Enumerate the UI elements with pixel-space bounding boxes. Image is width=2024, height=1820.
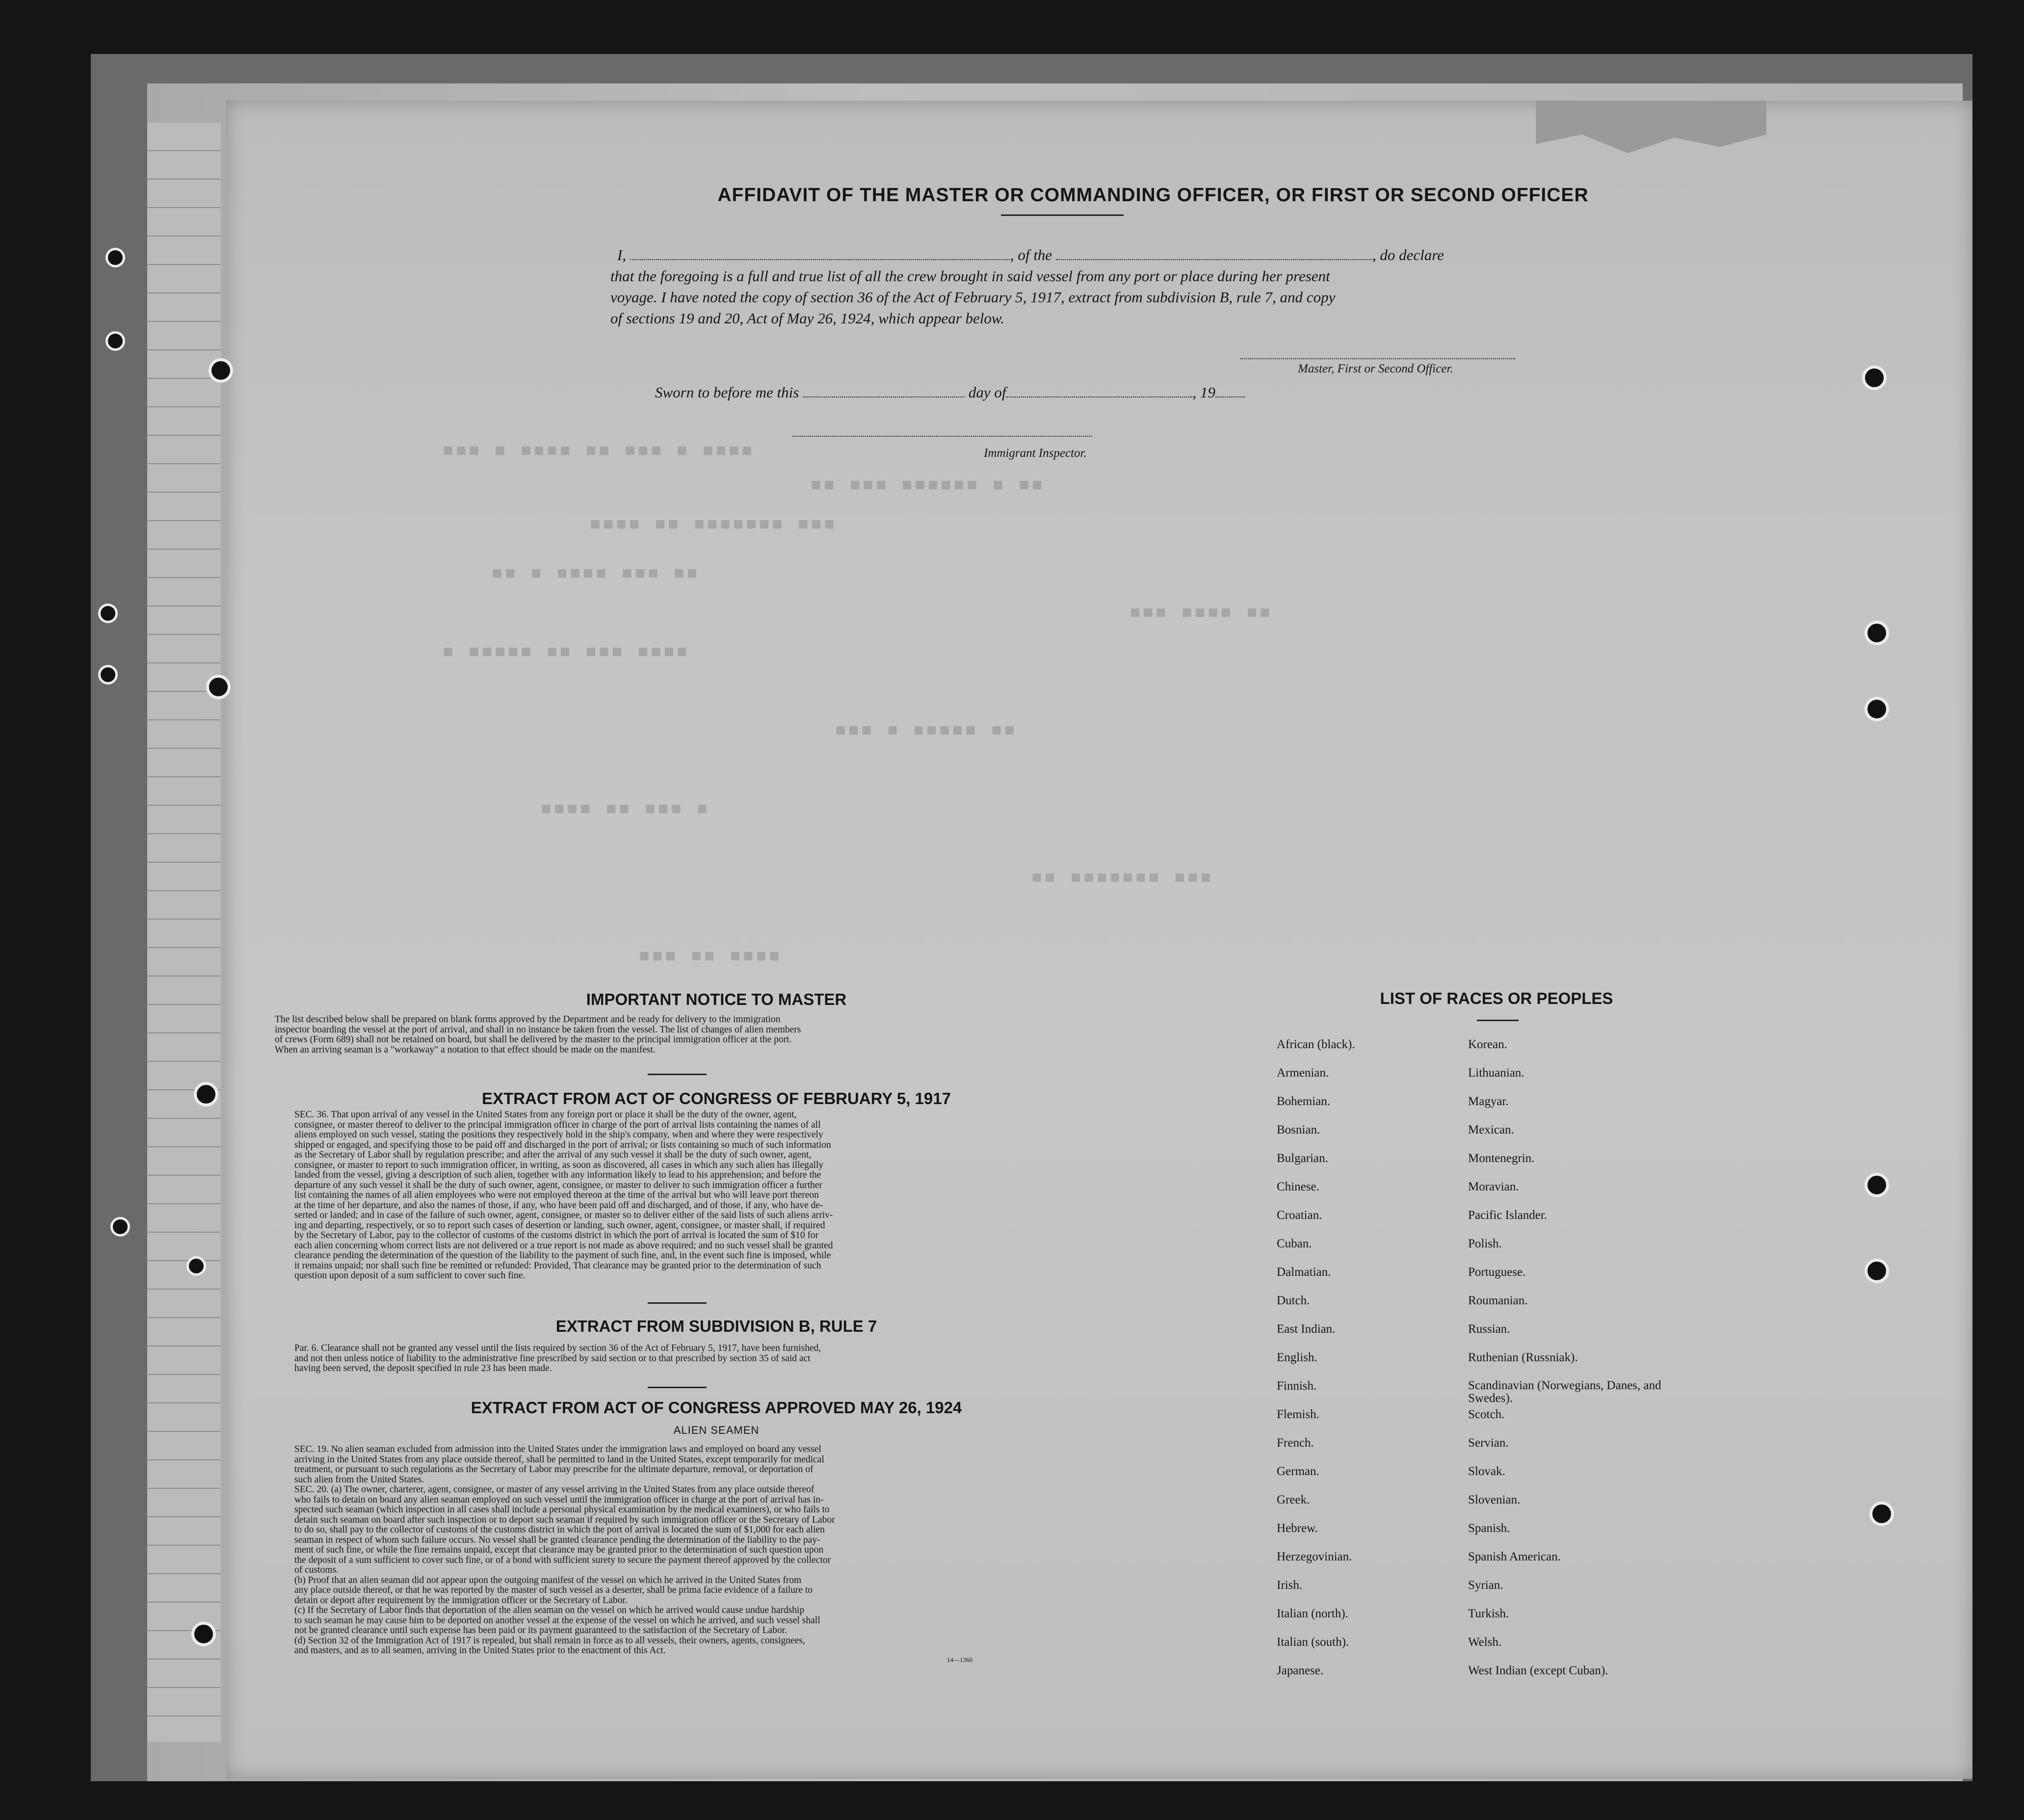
extract-1917-text-line: departure of any such vessel it shall be the duty of such owner, agent, consignee, or master to deliver to such immigration officer a further xyxy=(294,1180,822,1190)
extract-1924-text-line: (d) Section 32 of the Immigration Act of 1917 is repealed, but shall remain in force as to all vessels, their owners, agents, consignees, xyxy=(294,1635,805,1646)
extract-1917-text-line: consignee, or master to report to such immigration officer, in writing, as soon as discovered, all cases in which any such alien has illegally xyxy=(294,1160,824,1170)
race-item: Cuban. xyxy=(1277,1237,1312,1250)
extract-1924-text-line: SEC. 20. (a) The owner, charterer, agent, consignee, or master of any vessel arriving in the United States from any place outside thereof xyxy=(294,1484,815,1495)
race-item: Spanish. xyxy=(1468,1522,1510,1535)
race-item: German. xyxy=(1277,1465,1319,1478)
binder-hole-icon xyxy=(206,675,231,699)
extract-1924-title: EXTRACT FROM ACT OF CONGRESS APPROVED MAY 26, 1924 xyxy=(471,1398,962,1417)
rule7-title: EXTRACT FROM SUBDIVISION B, RULE 7 xyxy=(555,1317,877,1335)
extract-1924-text-line: seaman in respect of whom such failure occurs. No vessel shall be granted clearance pending the determination of the liability to the pay- xyxy=(294,1534,820,1545)
extract-1924-text-line: and masters, and as to all seamen, arriving in the United States prior to the enactment of this Act. xyxy=(294,1645,666,1656)
race-item: French. xyxy=(1277,1436,1314,1450)
sworn-line: Sworn to before me this day of , 19 xyxy=(655,384,1245,401)
race-item: Mexican. xyxy=(1468,1123,1514,1136)
extract-1917-text-line: each alien concerning whom correct lists are not delivered or a true report is not made as above required; and no such vessel shall be granted xyxy=(294,1240,833,1251)
race-item: Servian. xyxy=(1468,1436,1509,1450)
extract-1917-title: EXTRACT FROM ACT OF CONGRESS OF FEBRUARY 5, 1917 xyxy=(482,1089,951,1108)
extract-1917-text-line: at the time of her departure, and also the names of those, if any, who have been paid off and discharged, and of those, if any, who have de- xyxy=(294,1200,823,1211)
extract-1917-text-line: as the Secretary of Labor shall by regulation prescribe; and after the arrival of any such vessel it shall be the duty of such owner, agent, xyxy=(294,1150,812,1160)
extract-1917-paragraph xyxy=(294,1110,1013,1281)
race-item: Polish. xyxy=(1468,1237,1502,1250)
signature-caption: Master, First or Second Officer. xyxy=(1298,362,1453,375)
race-item: Scotch. xyxy=(1468,1408,1505,1421)
affidavit-text-line: of sections 19 and 20, Act of May 26, 1924, which appear below. xyxy=(610,310,1005,327)
extract-1917-text-line: serted or landed; and in case of the failure of such owner, agent, consignee, or master so to deliver either of the said lists of such aliens arriv- xyxy=(294,1210,833,1220)
extract-1917-text-line: it remains unpaid; nor shall such fine be remitted or refunded: Provided, That clearance may be granted prior to the determination of such xyxy=(294,1260,821,1271)
race-item: Irish. xyxy=(1277,1579,1303,1592)
rule7-text-line: and not then unless notice of liability to the administrative fine prescribed by said section or to that prescribed by section 35 of said act xyxy=(294,1353,811,1364)
notice-text-line: The list described below shall be prepared on blank forms approved by the Department and be ready for delivery to the immigration xyxy=(275,1014,781,1025)
race-item: Russian. xyxy=(1468,1322,1510,1336)
race-item: Spanish American. xyxy=(1468,1550,1561,1563)
extract-1917-text-line: consignee, or master thereof to deliver to the principal immigration officer in charge of the port of arrival lists containing the names of all xyxy=(294,1119,821,1130)
notice-text-line: of crews (Form 689) shall not be retained on board, but shall be delivered by the master to the principal immigration officer at the port. xyxy=(275,1034,792,1045)
race-item: Korean. xyxy=(1468,1038,1507,1051)
binder-hole-icon xyxy=(1869,1502,1894,1526)
race-item: Scandinavian (Norwegians, Danes, and Swedes). xyxy=(1468,1379,1661,1405)
extract-1924-text-line: arriving in the United States from any place outside thereof, shall be permitted to land in the United States, except temporarily for medical xyxy=(294,1454,824,1465)
extract-1917-text-line: by the Secretary of Labor, pay to the collector of customs of the customs district in which the port of arrival is located the sum of $10 for xyxy=(294,1230,819,1240)
races-left-column xyxy=(1277,1038,1448,1692)
race-item: Italian (north). xyxy=(1277,1607,1348,1620)
month-blank xyxy=(1006,396,1192,397)
race-item: West Indian (except Cuban). xyxy=(1468,1664,1608,1677)
extract-1917-text-line: question upon deposit of a sum sufficient to cover such fine. xyxy=(294,1270,526,1281)
binder-hole-icon xyxy=(1865,1173,1889,1197)
extract-1924-text-line: ment of such fine, or while the fine remains unpaid, except that clearance may be granted prior to the determination of such question upon xyxy=(294,1545,824,1555)
divider xyxy=(1477,1020,1519,1021)
race-item: English. xyxy=(1277,1351,1317,1364)
inspector-line xyxy=(792,436,1092,438)
extract-1917-text-line: aliens employed on such vessel, stating the positions they respectively hold in the ship's company, when and where they were respectively xyxy=(294,1130,823,1140)
binder-hole-icon xyxy=(1865,1259,1889,1283)
binder-hole-icon xyxy=(186,1256,206,1276)
race-item: Italian (south). xyxy=(1277,1635,1349,1649)
binder-hole-icon xyxy=(98,665,118,685)
vessel-blank xyxy=(1056,259,1372,260)
binder-hole-icon xyxy=(110,1217,130,1237)
race-item: Japanese. xyxy=(1277,1664,1324,1677)
extract-1924-text-line: the deposit of a sum sufficient to cover such fine, or of a bond with sufficient surety to secure the payment thereof approved by the collector xyxy=(294,1555,831,1565)
affidavit-declaration-line: I, , of the , do declare xyxy=(617,246,1444,264)
race-item: Slovenian. xyxy=(1468,1493,1521,1506)
race-item: Dutch. xyxy=(1277,1294,1310,1307)
race-item: Montenegrin. xyxy=(1468,1152,1535,1165)
form-code: 14—1360 xyxy=(947,1656,973,1663)
race-item: African (black). xyxy=(1277,1038,1355,1051)
race-item: Dalmatian. xyxy=(1277,1266,1331,1279)
extract-1924-text-line: SEC. 19. No alien seaman excluded from admission into the United States under the immigration laws and employed on board any vessel xyxy=(294,1444,821,1454)
notice-text-line: inspector boarding the vessel at the port of arrival, and shall in no instance be taken from the vessel. The list of changes of alien members xyxy=(275,1024,801,1035)
race-item: Magyar. xyxy=(1468,1095,1509,1108)
races-title: LIST OF RACES OR PEOPLES xyxy=(1380,989,1613,1007)
binder-hole-icon xyxy=(194,1082,218,1107)
extract-1917-text-line: landed from the vessel, giving a description of such alien, together with any information likely to lead to his apprehension; and before the xyxy=(294,1170,821,1180)
extract-1924-text-line: spected such seaman (which inspection in all cases shall include a personal physical examination by the medical examiners), or who fails to xyxy=(294,1504,830,1515)
race-item: Bulgarian. xyxy=(1277,1152,1328,1165)
races-right-column xyxy=(1468,1038,1684,1692)
divider xyxy=(648,1074,707,1075)
notice-paragraph xyxy=(275,1015,1011,1055)
binder-hole-icon xyxy=(1865,697,1889,721)
extract-1924-text-line: to such seaman he may cause him to be deported on another vessel at the expense of the vessel on which he arrived, and such vessel shall xyxy=(294,1615,820,1626)
inspector-caption: Immigrant Inspector. xyxy=(984,447,1087,460)
race-item: Welsh. xyxy=(1468,1635,1502,1649)
binder-hole-icon xyxy=(105,331,125,351)
extract-1917-text-line: ing and departing, respectively, or so to report such cases of desertion or landing, such owner, agent, consignee, or master shall, if required xyxy=(294,1220,825,1231)
race-item: Chinese. xyxy=(1277,1180,1319,1193)
extract-1924-text-line: to do so, shall pay to the collector of customs of the customs district in which the port of arrival is located the sum of $1,000 for each alien xyxy=(294,1525,825,1535)
divider xyxy=(648,1387,707,1388)
race-item: Portuguese. xyxy=(1468,1266,1526,1279)
extract-1924-text-line: (c) If the Secretary of Labor finds that deportation of the alien seaman on the vessel on which he arrived would cause undue hardship xyxy=(294,1605,805,1615)
extract-1924-text-line: detain or deport after requirement by the immigration officer or the Secretary of Labor. xyxy=(294,1595,628,1606)
extract-1924-text-line: such alien from the United States. xyxy=(294,1474,424,1485)
race-item: Pacific Islander. xyxy=(1468,1209,1548,1222)
extract-1924-text-line: (b) Proof that an alien seaman did not appear upon the outgoing manifest of the vessel on which he arrived in the United States from xyxy=(294,1575,802,1585)
divider xyxy=(1001,214,1124,216)
affidavit-title: AFFIDAVIT OF THE MASTER OR COMMANDING OFFICER, OR FIRST OR SECOND OFFICER xyxy=(717,185,1589,206)
extract-1924-text-line: treatment, or pursuant to such regulations as the Secretary of Labor may prescribe for the ultimate departure, removal, or deportation of xyxy=(294,1464,814,1475)
divider xyxy=(648,1302,707,1304)
race-item: East Indian. xyxy=(1277,1322,1336,1336)
race-item: Turkish. xyxy=(1468,1607,1509,1620)
affidavit-text-line: that the foregoing is a full and true list of all the crew brought in said vessel from any port or place during her present xyxy=(610,267,1330,285)
race-item: Bohemian. xyxy=(1277,1095,1331,1108)
signature-line xyxy=(1240,358,1515,360)
extract-1924-text-line: of customs. xyxy=(294,1565,339,1575)
extract-1924-text-line: who fails to detain on board any alien seaman employed on such vessel until the immigration officer in charge at the port of arrival has in- xyxy=(294,1494,824,1505)
race-item: Hebrew. xyxy=(1277,1522,1318,1535)
notice-text-line: When an arriving seaman is a "workaway" a notation to that effect should be made on the manifest. xyxy=(275,1044,656,1055)
binder-hole-icon xyxy=(1865,621,1889,645)
binder-hole-icon xyxy=(1862,366,1887,390)
extract-1917-text-line: clearance pending the determination of the question of the liability to the payment of such fine, and, in the event such fine is imposed, while xyxy=(294,1250,831,1261)
day-blank xyxy=(803,396,965,397)
binder-hole-icon xyxy=(209,358,233,383)
rule7-text-line: Par. 6. Clearance shall not be granted any vessel until the lists required by section 36 of the Act of February 5, 1917, have been furnished, xyxy=(294,1343,821,1353)
notice-title: IMPORTANT NOTICE TO MASTER xyxy=(586,990,847,1008)
name-blank xyxy=(630,259,1010,260)
extract-1917-text-line: SEC. 36. That upon arrival of any vessel in the United States from any foreign port or place it shall be the duty of the owner, agent, xyxy=(294,1109,797,1120)
affidavit-text-line: voyage. I have noted the copy of section 36 of the Act of February 5, 1917, extract from subdivision B, rule 7, and copy xyxy=(610,289,1336,306)
race-item: Moravian. xyxy=(1468,1180,1519,1193)
race-item: Armenian. xyxy=(1277,1066,1329,1080)
race-item: Syrian. xyxy=(1468,1579,1503,1592)
alien-seamen-subtitle: ALIEN SEAMEN xyxy=(673,1424,760,1436)
extract-1924-paragraph xyxy=(294,1445,1013,1656)
extract-1924-text-line: detain such seaman on board after such inspection or to deport such seaman if required by such immigration officer or the Secretary of Labor xyxy=(294,1514,835,1525)
binder-hole-icon xyxy=(105,248,125,267)
race-item: Slovak. xyxy=(1468,1465,1505,1478)
extract-1917-text-line: list containing the names of all alien employees who were not employed thereon at the time of the arrival but who will leave port thereon xyxy=(294,1190,819,1200)
race-item: Bosnian. xyxy=(1277,1123,1320,1136)
race-item: Croatian. xyxy=(1277,1209,1322,1222)
binder-hole-icon xyxy=(191,1622,216,1646)
year-blank xyxy=(1215,396,1245,397)
extract-1924-text-line: not be granted clearance until such expense has been paid or its payment guaranteed to the satisfaction of the Secretary of Labor. xyxy=(294,1625,787,1635)
race-item: Finnish. xyxy=(1277,1379,1317,1393)
race-item: Ruthenian (Russniak). xyxy=(1468,1351,1578,1364)
race-item: Greek. xyxy=(1277,1493,1310,1506)
extract-1917-text-line: shipped or engaged, and specifying those to be paid off and discharged in the port of arrival; or lists containing so much of such information xyxy=(294,1139,831,1150)
binder-hole-icon xyxy=(98,604,118,623)
extract-1924-text-line: any place outside thereof, or that he was reported by the master of such vessel as a deserter, shall be prima facie evidence of a failure to xyxy=(294,1585,813,1595)
rule7-paragraph xyxy=(294,1344,1013,1374)
race-item: Roumanian. xyxy=(1468,1294,1528,1307)
rule7-text-line: having been served, the deposit specified in rule 23 has been made. xyxy=(294,1363,552,1373)
race-item: Herzegovinian. xyxy=(1277,1550,1352,1563)
race-item: Flemish. xyxy=(1277,1408,1319,1421)
race-item: Lithuanian. xyxy=(1468,1066,1525,1080)
